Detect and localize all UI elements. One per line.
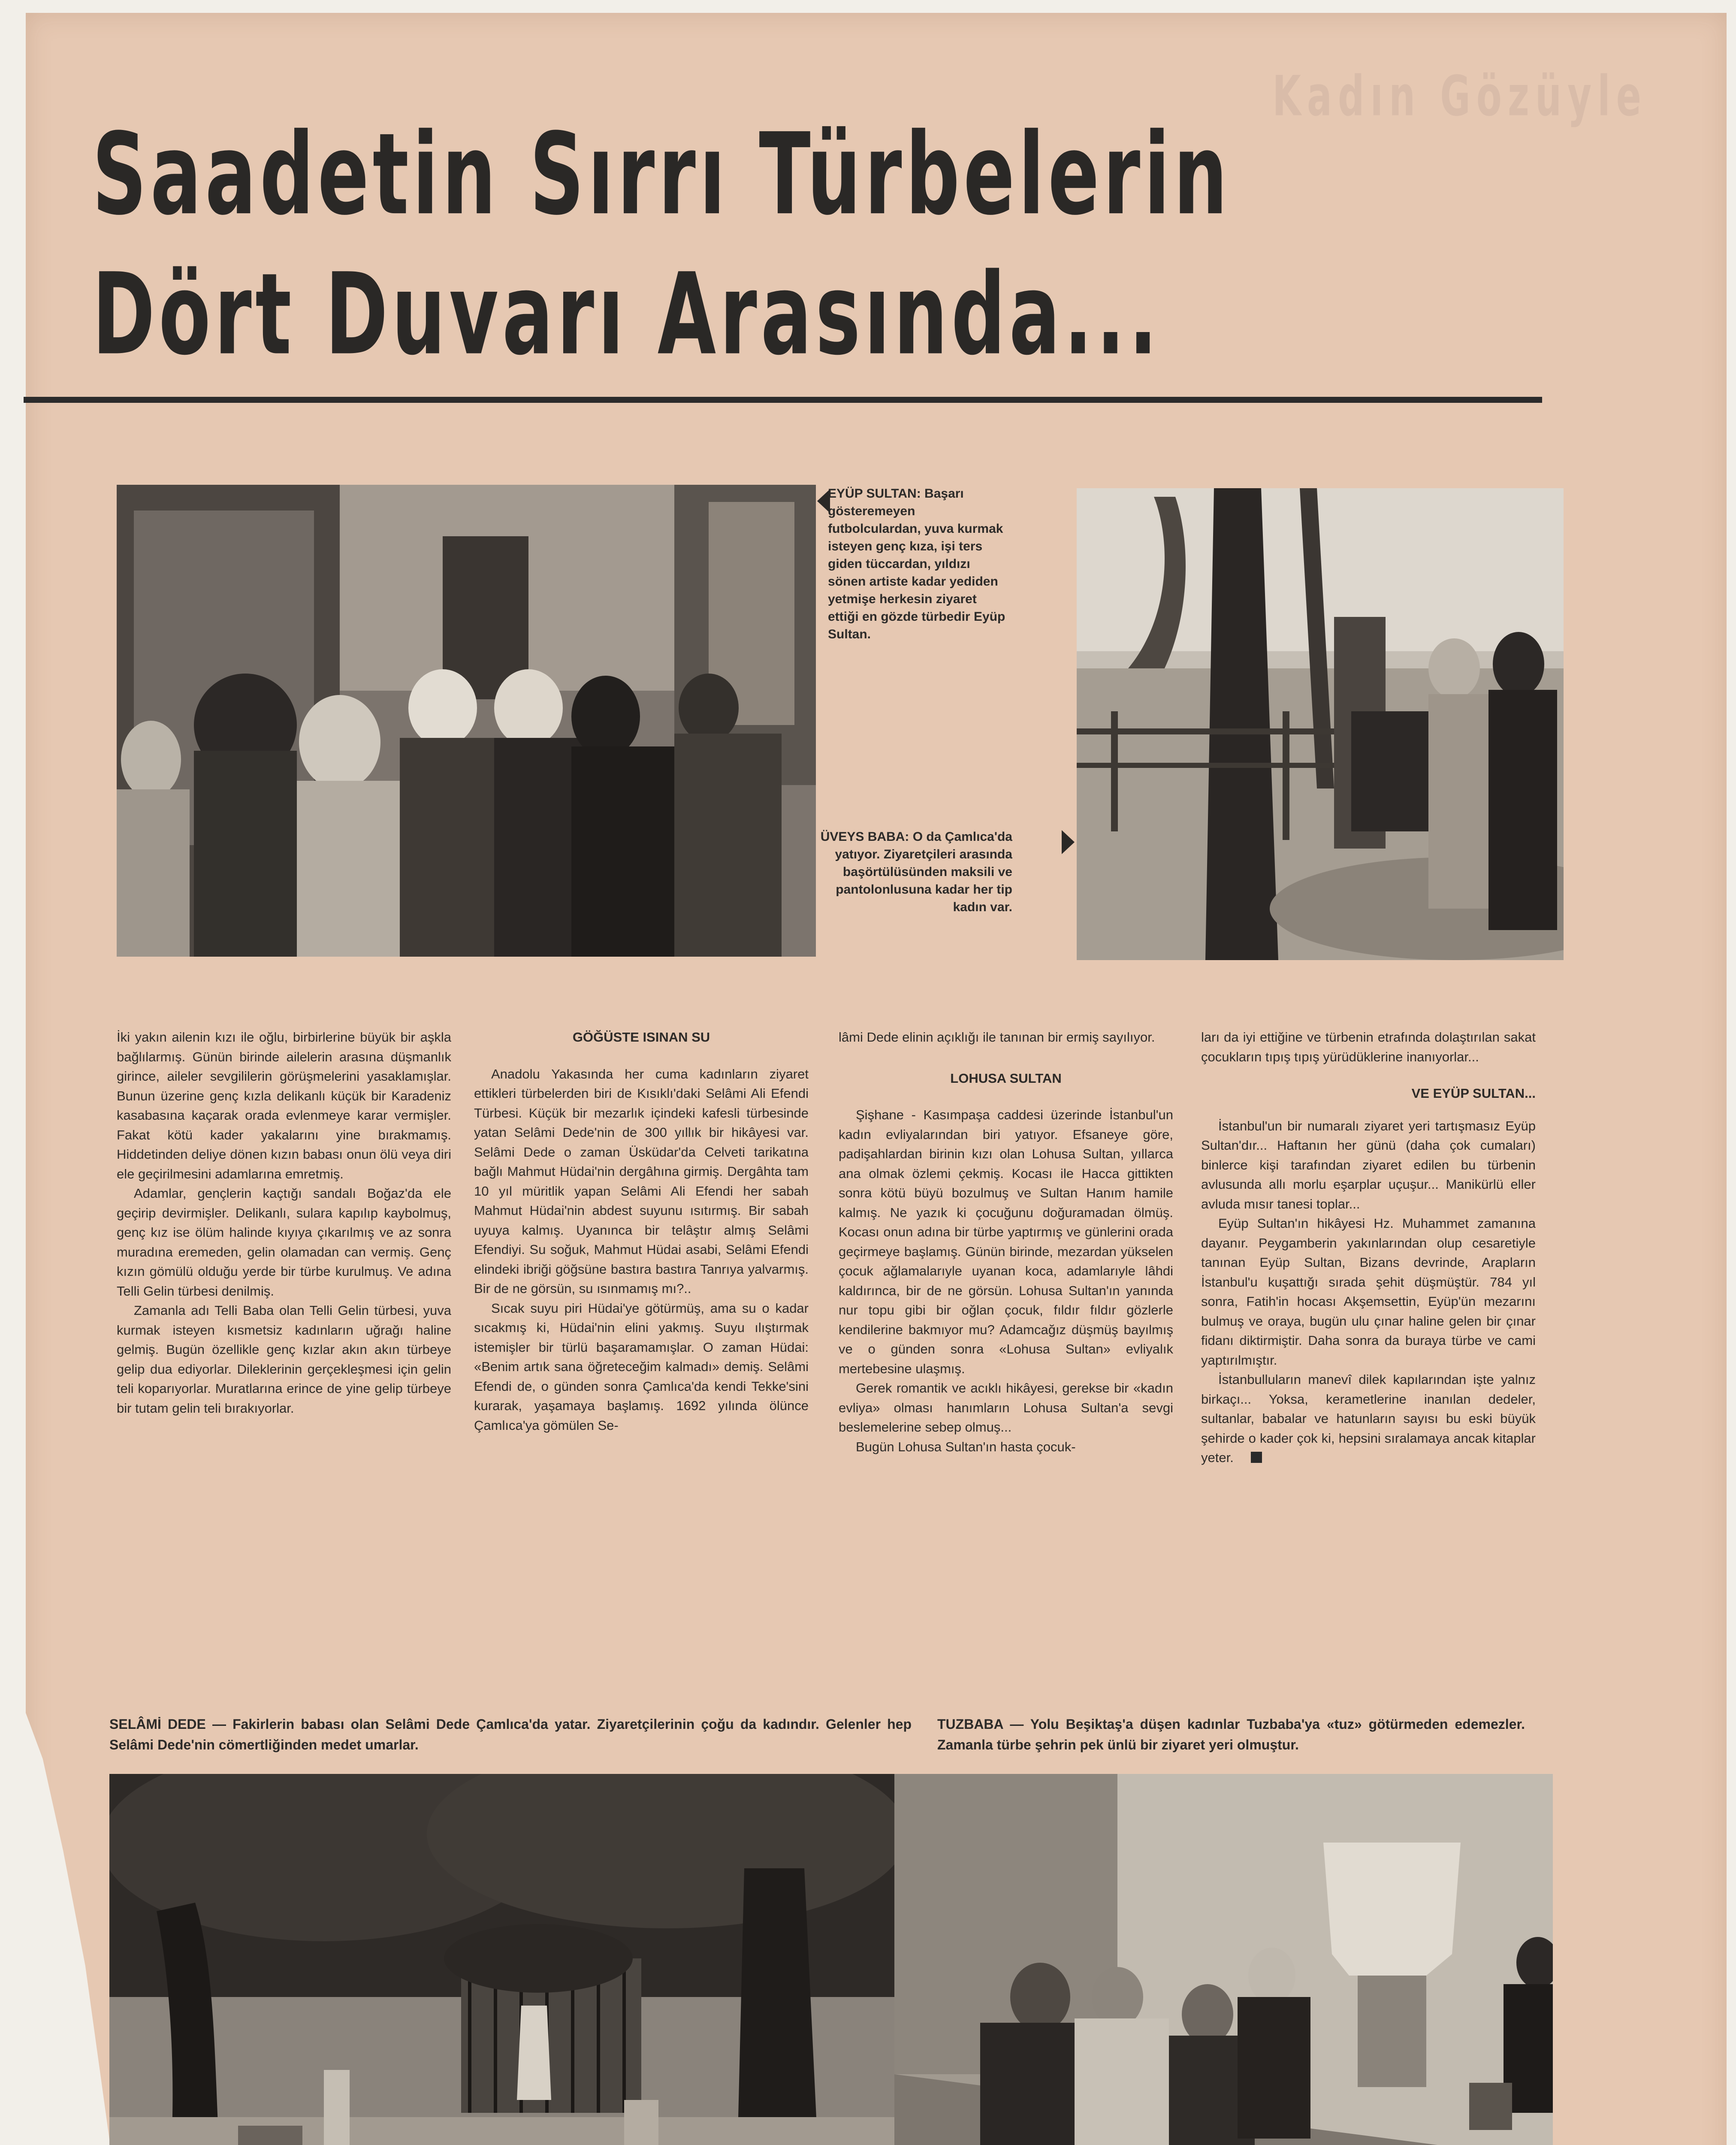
- paragraph: lâmi Dede elinin açıklığı ile tanınan bir ermiş sayılıyor.: [839, 1030, 1155, 1045]
- masthead-ghost: Kadın Gözüyle: [1272, 64, 1647, 129]
- caption-tuzbaba: [937, 1714, 1525, 1755]
- photo-tuzbaba-women: [894, 1774, 1553, 2145]
- caption-eyup-body: Başarı gösteremeyen futbolculardan, yuva kurmak isteyen genç kıza, işi ters giden tüccardan, yıldızı sönen artiste kadar yediden yetmişe herkesin ziyaret ettiği en gözde türbedir Eyüp Sultan.: [828, 486, 1005, 641]
- article-column-2: [474, 1027, 809, 1435]
- paragraph: Eyüp Sultan'ın hikâyesi Hz. Muhammet zamanına dayanır. Peygamberin yakınlarından olup cesaretiyle tanınan Eyüp Sultan, Bizans devrinde, Arapların İstanbul'u kuşattığı sırada şehit düşmüştür. 784 yıl sonra, Fatih'in hocası Akşemsettin, Eyüp'ün mezarını bulmuş ve oraya, bugün ulu çınar haline gelen bir çınar fidanı diktirmiştir. Daha sonra da buraya türbe ve cami yaptırılmıştır.: [1201, 1216, 1536, 1368]
- section-heading: GÖĞÜSTE ISINAN SU: [572, 1030, 710, 1045]
- caption-pointer-uveys: [1062, 830, 1075, 854]
- headline: [92, 105, 1398, 385]
- caption-eyup-sultan: [828, 485, 1008, 643]
- article-column-4: [1201, 1027, 1536, 1468]
- caption-tuzbaba-head: TUZBABA —: [937, 1716, 1024, 1732]
- photo-eyup-sultan-crowd: [117, 485, 816, 957]
- end-of-article-mark: [1251, 1452, 1262, 1463]
- caption-eyup-head: EYÜP SULTAN:: [828, 486, 921, 501]
- paragraph: Sıcak suyu piri Hüdai'ye götürmüş, ama su o kadar sıcakmış ki, Hüdai'nin elini yakmış. Suyu ılıştırmak istemişler bir türlü başaramamışlar. O zaman Hüdai: «Benim artık sana öğreteceğim kalmadı» demiş. Selâmi Efendi de, o günden sonra Çamlıca'da kendi Tekke'sini kurarak, yaşamaya başlamış. 1692 yılında ölünce Çamlıca'ya gömülen Se-: [474, 1300, 809, 1433]
- photo-uveys-baba-tree: [1077, 488, 1564, 960]
- caption-tuzbaba-body: Yolu Beşiktaş'a düşen kadınlar Tuzbaba'ya «tuz» götürmeden edemezler. Zamanla türbe şehrin pek ünlü bir ziyaret yeri olmuştur.: [937, 1716, 1525, 1752]
- caption-selami-head: SELÂMİ DEDE —: [109, 1716, 226, 1732]
- caption-uveys-head: ÜVEYS BABA:: [820, 830, 909, 844]
- photo-selami-dede-cemetery: [109, 1774, 894, 2145]
- paragraph: Şişhane - Kasımpaşa caddesi üzerinde İstanbul'un kadın evliyalarından biri yatıyor. Efsaneye göre, padişahlardan birinin kızı olan Lohusa Sultan, yıllarca ana olmak özlemi çekmiş. Kocası ile Hacca gittikten sonra kötü büyü bozulmuş ve Sultan Hanım hamile kalmış. Ne yazık ki çocuğunu doğuramadan ölmüş. Kocası onun adına bir türbe yaptırmış ve günlerini orada geçirmeye başlamış. Günün birinde, mezardan yükselen çocuk ağlamalarıyle uyanan koca, adamlarıyle lâhdi kaldırınca, bir de ne görsün. Lohusa Sultan'ın yanında nur topu gibi bir oğlan çocuk, fıldır fıldır gözlerle kendilerine bakmıyor mu? Adamcağız düşmüş bayılmış ve o günden sonra «Lohusa Sultan» evliyalık mertebesine ulaşmış.: [839, 1107, 1173, 1376]
- caption-selami-body: Fakirlerin babası olan Selâmi Dede Çamlıca'da yatar. Ziyaretçilerinin çoğu da kadındır. Gelenler hep Selâmi Dede'nin cömertliğinden medet umarlar.: [109, 1716, 912, 1752]
- paragraph: Gerek romantik ve acıklı hikâyesi, gerekse bir «kadın evliya» olması hanımların Lohusa Sultan'a sevgi beslemelerine sebep olmuş...: [839, 1381, 1173, 1435]
- paragraph: ları da iyi ettiğine ve türbenin etrafında dolaştırılan sakat çocukların tıpış tıpış yürüdüklerine inanıyorlar...: [1201, 1030, 1536, 1064]
- caption-uveys-body: O da Çamlıca'da yatıyor. Ziyaretçileri arasında başörtülüsünden maksili ve pantolonlusuna kadar her tip kadın var.: [835, 830, 1012, 914]
- headline-line-2: Dört Duvarı Arasında...: [92, 249, 1161, 381]
- paragraph: Zamanla adı Telli Baba olan Telli Gelin türbesi, yuva kurmak isteyen kısmetsiz kadınların uğrağı haline gelmiş. Bugün özellikle genç kızlar akın akın türbeye gelip dua ediyorlar. Dileklerinin gerçekleşmesi için gelin teli koparıyorlar. Muratlarına erince de yine gelip türbeye bir tutam gelin teli bırakıyorlar.: [117, 1303, 451, 1416]
- caption-uveys-baba: [806, 828, 1012, 916]
- section-heading: LOHUSA SULTAN: [950, 1070, 1062, 1086]
- paragraph: İstanbul'un bir numaralı ziyaret yeri tartışmasız Eyüp Sultan'dır... Haftanın her günü (daha çok cumaları) binlerce kişi tarafından ziyaret edilen bu türbenin avlusunda allı morlu eşarplar uçuşur... Manikürlü eller avluda mısır tanesi toplar...: [1201, 1118, 1536, 1211]
- caption-selami-dede: [109, 1714, 912, 1755]
- paragraph: Bugün Lohusa Sultan'ın hasta çocuk-: [856, 1439, 1076, 1454]
- headline-line-1: Saadetin Sırrı Türbelerin: [92, 109, 1231, 240]
- headline-rule: [24, 397, 1542, 403]
- section-heading: VE EYÜP SULTAN...: [1411, 1086, 1536, 1101]
- paragraph: Adamlar, gençlerin kaçtığı sandalı Boğaz'da ele geçirip devirmişler. Delikanlı, sulara kapılıp kaybolmuş, genç kız ise ölüm halinde kıyıya çıkarılmış ve az sonra muradına eremeden, gelin olamadan can vermiş. Genç kızın gömülü olduğu yerde bir türbe kurulmuş. Ve adına Telli Gelin türbesi denilmiş.: [117, 1186, 451, 1299]
- article-column-3: [839, 1027, 1173, 1456]
- paragraph: [1201, 1370, 1536, 1468]
- paragraph: İki yakın ailenin kızı ile oğlu, birbirlerine büyük bir aşkla bağlılarmış. Günün birinde ailelerin arasına düşmanlık girince, aileler sevgililerin görüşmelerini yasaklamışlar. Bunun üzerine genç kızla delikanlı küçük bir Karadeniz kasabasına kaçarak orada evlenmeye karar vermişler. Fakat kötü kader yakalarını yine bırakmamış. Hiddetinden deliye dönen kızın babası onun ölü veya diri ele geçirilmesini adamlarına emretmiş.: [117, 1030, 451, 1181]
- paragraph: Anadolu Yakasında her cuma kadınların ziyaret ettikleri türbelerden biri de Kısıklı'daki Selâmi Ali Efendi Türbesi. Küçük bir mezarlık içindeki kafesli türbesinde yatan Selâmi Dede'nin de 300 yıllık bir hikâyesi var. Selâmi Dede o zaman Üsküdar'da Celveti tarikatına bağlı Mahmut Hüdai'nin dergâhına girmiş. Dergâhta tam 10 yıl müritlik yapan Selâmi Ali Efendi her sabah Mahmut Hüdai'nin abdest suyunu ısıtırmış. Bir sabah uyuya kalmış. Uyanınca bir telâştır almış Selâmi Efendiyi. Su soğuk, Mahmut Hüdai asabi, Selâmi Efendi elindeki ibriği göğsüne bastıra bastıra Tanrıya yalvarmış. Bir de ne görsün, su ısınmamış mı?..: [474, 1066, 809, 1296]
- article-column-1: [117, 1027, 451, 1418]
- paragraph-text: İstanbulluların manevî dilek kapılarından işte yalnız birkaçı... Yoksa, kerametlerine inanılan dedeler, sultanlar, babalar ve hatunların sayısı bu eski büyük şehirde o kader çok ki, hepsini sıralamaya ancak kitaplar yeter.: [1201, 1372, 1536, 1465]
